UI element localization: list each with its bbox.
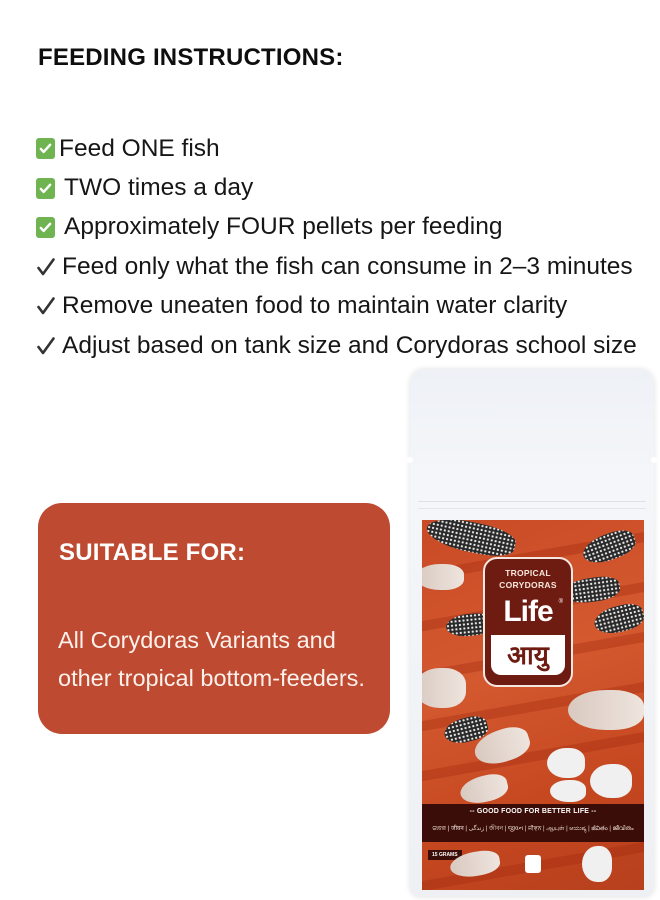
- multilingual-life-text: ଜୀବନ | जीवन | زندگی | জীবন | જીવન | ਜੀਵਨ | ஆயுள் | ಆಯುಷ್ಯ | జీవితం | ജീവിതം: [432, 826, 634, 832]
- brand-badge: [483, 557, 573, 687]
- tagline: -- GOOD FOOD FOR BETTER LIFE --: [469, 808, 597, 815]
- pouch-notch-right: [651, 457, 657, 463]
- fish-illustration: [579, 526, 639, 569]
- product-label: [422, 520, 644, 890]
- fish-illustration: [424, 520, 518, 561]
- product-name: [485, 567, 571, 591]
- product-name-line-1: TROPICAL: [505, 568, 551, 578]
- list-item: [36, 208, 637, 247]
- list-item: [36, 129, 637, 168]
- suitable-for-text: [58, 621, 365, 697]
- feeding-instructions-list: [36, 129, 637, 365]
- check-mark-icon: [36, 256, 56, 278]
- green-check-box-icon: [36, 138, 55, 159]
- product-name-line-2: CORYDORAS: [499, 580, 557, 590]
- suitable-for-title: SUITABLE FOR:: [59, 539, 246, 566]
- product-pouch-image: [410, 369, 654, 897]
- list-item: [36, 247, 637, 286]
- green-check-box-icon: [36, 217, 55, 238]
- item-text: Approximately FOUR pellets per feeding: [64, 213, 503, 241]
- check-mark-icon: [36, 335, 56, 357]
- tagline-bar: [422, 804, 644, 842]
- list-item: [36, 287, 637, 326]
- brand-hindi-text: आयु: [491, 635, 565, 675]
- fish-illustration: [592, 600, 644, 637]
- registered-mark: ®: [558, 599, 563, 605]
- item-text: Feed only what the fish can consume in 2–3 minutes: [62, 252, 633, 280]
- pouch-notch-left: [407, 457, 413, 463]
- fish-illustration: [568, 690, 644, 730]
- company-logo-icon: [525, 855, 541, 873]
- feeding-instructions-title: FEEDING INSTRUCTIONS:: [38, 44, 344, 71]
- item-text: Remove uneaten food to maintain water clarity: [62, 292, 568, 320]
- suitable-line-2: other tropical bottom-feeders.: [58, 665, 365, 691]
- brand-logo-text: Life: [503, 595, 553, 628]
- fish-illustration: [547, 748, 585, 778]
- suitable-for-card: [38, 503, 390, 734]
- zip-seal: [418, 501, 646, 509]
- item-text: Feed ONE fish: [59, 134, 220, 162]
- fish-illustration: [458, 771, 511, 808]
- fish-illustration: [422, 564, 464, 590]
- item-text: TWO times a day: [64, 174, 254, 202]
- fish-illustration: [582, 846, 612, 882]
- list-item: [36, 168, 637, 207]
- green-check-box-icon: [36, 178, 55, 199]
- suitable-line-1: All Corydoras Variants and: [58, 627, 336, 653]
- weight-badge: 15 GRAMS: [428, 850, 462, 860]
- fish-illustration: [550, 780, 586, 802]
- list-item: [36, 326, 637, 365]
- fish-illustration: [422, 668, 466, 708]
- fish-illustration: [590, 764, 632, 798]
- check-mark-icon: [36, 295, 56, 317]
- item-text: Adjust based on tank size and Corydoras school size: [62, 331, 637, 359]
